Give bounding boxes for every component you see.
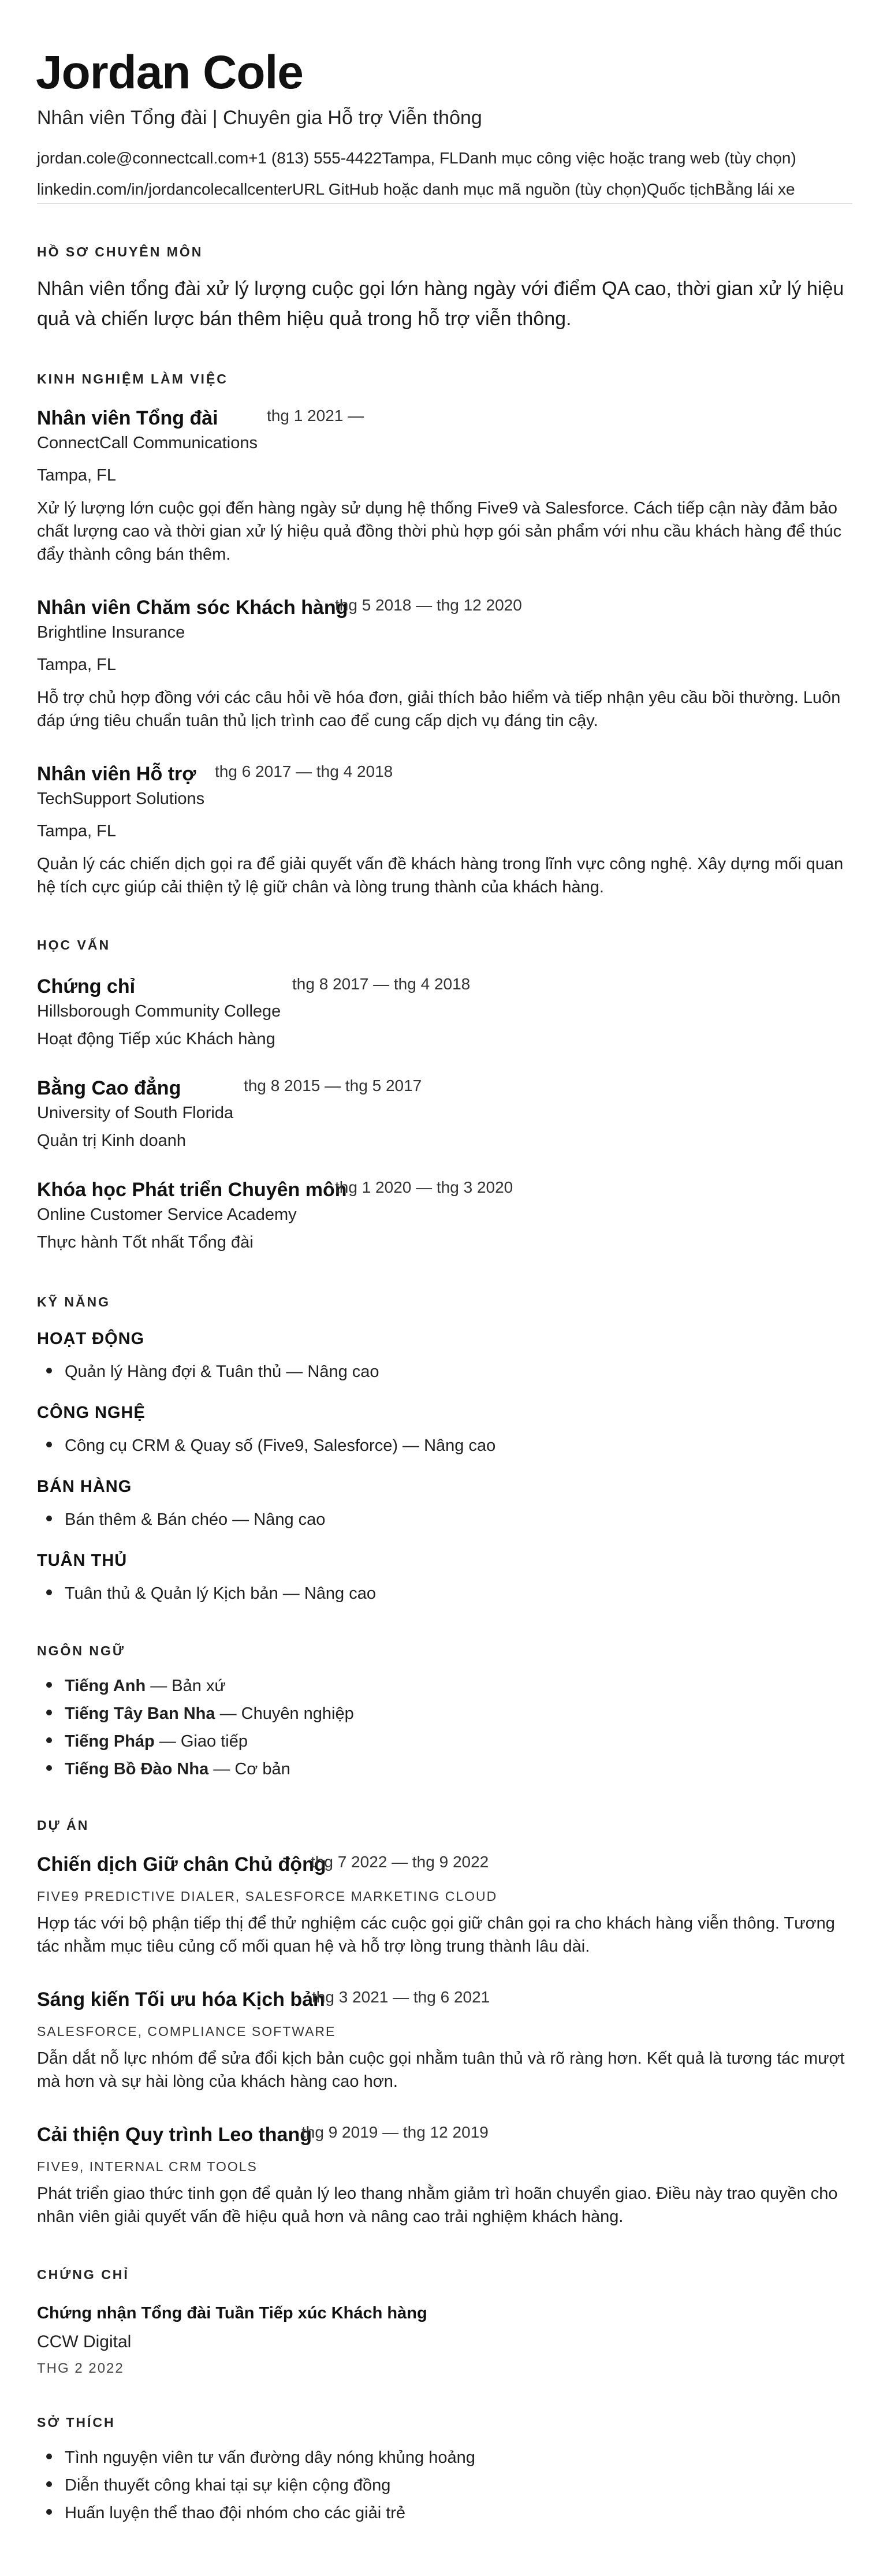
project-title: Sáng kiến Tối ưu hóa Kịch bản: [37, 1989, 325, 2011]
job-dates: thg 1 2021 —: [267, 407, 364, 425]
language-level: — Bản xứ: [146, 1677, 226, 1695]
education-field: Hoạt động Tiếp xúc Khách hàng: [37, 1030, 275, 1048]
job-location: Tampa, FL: [37, 656, 116, 674]
job-description: Xử lý lượng lớn cuộc gọi đến hàng ngày sử dụng hệ thống Five9 và Salesforce. Cách tiếp cận này đảm bảo chất lượng cao và thời gian xử lý hiệu quả đồng thời phù hợp gói sản phẩm với nhu cầu khách hàng để thúc đẩy thành công bán thêm.: [37, 499, 842, 564]
language-name: Tiếng Bồ Đào Nha: [65, 1760, 209, 1778]
interest-item: Tình nguyện viên tư vấn đường dây nóng khủng hoảng: [46, 2447, 475, 2469]
education-field: Quản trị Kinh doanh: [37, 1131, 186, 1150]
job-title: Nhân viên Hỗ trợ: [37, 763, 196, 785]
skill-category: HOẠT ĐỘNG: [37, 1330, 145, 1348]
project-description: Hợp tác với bộ phận tiếp thị để thử nghiệm các cuộc gọi giữ chân gọi ra cho khách hàng viễn thông. Tương tác nhằm mục tiêu củng cố mối quan hệ và hỗ trợ lòng trung thành lâu dài.: [37, 1914, 835, 1956]
section-title-certifications: CHỨNG CHỈ: [37, 2267, 129, 2282]
language-name: Tiếng Anh: [65, 1677, 146, 1695]
language-level: — Cơ bản: [208, 1760, 290, 1778]
project-title: Chiến dịch Giữ chân Chủ động: [37, 1853, 326, 1875]
project-description: Phát triển giao thức tinh gọn để quản lý leo thang nhằm giảm trì hoãn chuyển giao. Điều này trao quyền cho nhân viên giải quyết vấn đề hiệu quả hơn và nâng cao trải nghiệm khách hàng.: [37, 2184, 838, 2226]
language-level: — Chuyên nghiệp: [215, 1704, 354, 1723]
language-item: [46, 1703, 354, 1725]
section-title-skills: KỸ NĂNG: [37, 1294, 111, 1309]
project-description: Dẫn dắt nỗ lực nhóm để sửa đổi kịch bản cuộc gọi nhằm tuân thủ và rõ ràng hơn. Kết quả là tương tác mượt mà hơn và sự hài lòng của khách hàng cao hơn.: [37, 2049, 845, 2091]
project-tech: FIVE9, INTERNAL CRM TOOLS: [37, 2159, 258, 2174]
skill-item: Quản lý Hàng đợi & Tuân thủ — Nâng cao: [46, 1361, 379, 1383]
education-degree: Khóa học Phát triển Chuyên môn: [37, 1179, 347, 1201]
section-title-experience: KINH NGHIỆM LÀM VIỆC: [37, 371, 228, 386]
interest-item: Huấn luyện thể thao đội nhóm cho các giải trẻ: [46, 2502, 405, 2524]
summary-text: Nhân viên tổng đài xử lý lượng cuộc gọi lớn hàng ngày với điểm QA cao, thời gian xử lý hiệu quả và chiến lược bán thêm hiệu quả trong hỗ trợ viễn thông.: [37, 278, 844, 330]
job-title: Nhân viên Chăm sóc Khách hàng: [37, 597, 348, 619]
job-company: TechSupport Solutions: [37, 790, 205, 808]
education-degree: Bằng Cao đẳng: [37, 1077, 181, 1099]
education-dates: thg 8 2017 — thg 4 2018: [292, 975, 471, 993]
certification-name: Chứng nhận Tổng đài Tuần Tiếp xúc Khách hàng: [37, 2304, 427, 2322]
project-dates: thg 9 2019 — thg 12 2019: [301, 2123, 489, 2141]
interest-item: Diễn thuyết công khai tại sự kiện cộng đồng: [46, 2474, 390, 2496]
job-title: Nhân viên Tổng đài: [37, 407, 218, 429]
section-title-projects: DỰ ÁN: [37, 1818, 90, 1833]
skill-item: Bán thêm & Bán chéo — Nâng cao: [46, 1509, 325, 1531]
job-dates: thg 5 2018 — thg 12 2020: [335, 596, 522, 614]
certification-date: THG 2 2022: [37, 2361, 124, 2376]
skill-category: TUÂN THỦ: [37, 1551, 128, 1570]
skill-item: Tuân thủ & Quản lý Kịch bản — Nâng cao: [46, 1583, 376, 1605]
contact-line-1: jordan.cole@connectcall.com+1 (813) 555-4422Tampa, FLDanh mục công việc hoặc trang web (tùy chọn): [37, 149, 796, 167]
job-description: Hỗ trợ chủ hợp đồng với các câu hỏi về hóa đơn, giải thích bảo hiểm và tiếp nhận yêu cầu bồi thường. Luôn đáp ứng tiêu chuẩn tuân thủ lịch trình cao để cung cấp dịch vụ đáng tin cậy.: [37, 688, 841, 730]
job-company: ConnectCall Communications: [37, 434, 258, 452]
language-item: [46, 1730, 248, 1752]
section-title-interests: SỞ THÍCH: [37, 2415, 115, 2430]
job-location: Tampa, FL: [37, 466, 116, 485]
candidate-headline: Nhân viên Tổng đài | Chuyên gia Hỗ trợ Viễn thông: [37, 107, 482, 129]
candidate-name: Jordan Cole: [36, 46, 303, 99]
education-dates: thg 8 2015 — thg 5 2017: [244, 1077, 422, 1095]
project-tech: SALESFORCE, COMPLIANCE SOFTWARE: [37, 2024, 336, 2039]
project-dates: thg 3 2021 — thg 6 2021: [312, 1988, 490, 2006]
language-item: [46, 1675, 226, 1697]
language-item: [46, 1758, 290, 1780]
education-field: Thực hành Tốt nhất Tổng đài: [37, 1233, 254, 1252]
language-name: Tiếng Pháp: [65, 1732, 155, 1751]
project-tech: FIVE9 PREDICTIVE DIALER, SALESFORCE MARKETING CLOUD: [37, 1889, 498, 1904]
education-school: Hillsborough Community College: [37, 1002, 281, 1021]
education-dates: thg 1 2020 — thg 3 2020: [335, 1178, 513, 1196]
skill-item: Công cụ CRM & Quay số (Five9, Salesforce) — Nâng cao: [46, 1435, 495, 1457]
job-location: Tampa, FL: [37, 822, 116, 840]
project-title: Cải thiện Quy trình Leo thang: [37, 2124, 312, 2146]
section-title-languages: NGÔN NGỮ: [37, 1643, 125, 1658]
job-company: Brightline Insurance: [37, 623, 185, 642]
job-description: Quản lý các chiến dịch gọi ra để giải quyết vấn đề khách hàng trong lĩnh vực công nghệ. Xây dựng mối quan hệ tích cực giúp cải thiện tỷ lệ giữ chân và lòng trung thành của khách hàng.: [37, 855, 844, 896]
skill-category: BÁN HÀNG: [37, 1477, 132, 1496]
skill-category: CÔNG NGHỆ: [37, 1404, 146, 1422]
contact-divider: [37, 203, 852, 204]
language-level: — Giao tiếp: [154, 1732, 248, 1751]
education-degree: Chứng chỉ: [37, 976, 136, 997]
project-dates: thg 7 2022 — thg 9 2022: [311, 1853, 489, 1871]
language-name: Tiếng Tây Ban Nha: [65, 1704, 215, 1723]
contact-line-2: linkedin.com/in/jordancolecallcenterURL GitHub hoặc danh mục mã nguồn (tùy chọn)Quốc tịchBằng lái xe: [37, 180, 795, 198]
section-title-education: HỌC VẤN: [37, 937, 111, 952]
certification-issuer: CCW Digital: [37, 2332, 132, 2351]
section-title-summary: HỒ SƠ CHUYÊN MÔN: [37, 244, 203, 259]
education-school: Online Customer Service Academy: [37, 1205, 297, 1224]
education-school: University of South Florida: [37, 1104, 234, 1122]
job-dates: thg 6 2017 — thg 4 2018: [215, 762, 393, 780]
